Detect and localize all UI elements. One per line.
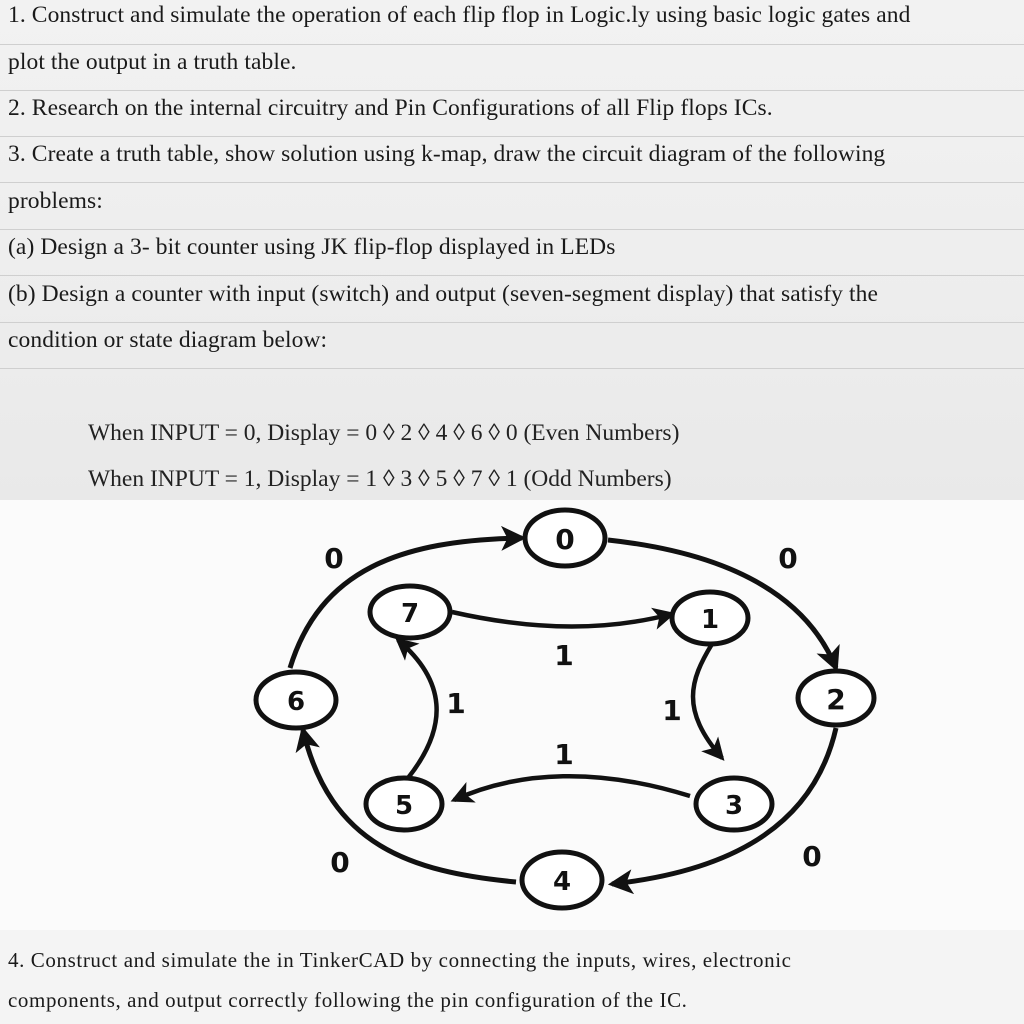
divider: [0, 182, 1024, 183]
question-3a: (a) Design a 3- bit counter using JK flip-flop displayed in LEDs: [8, 234, 616, 260]
state-5-label: 5: [394, 791, 414, 821]
edge-3-to-5: [454, 776, 690, 800]
state-0-label: 0: [555, 523, 575, 556]
question-3b-line-2: condition or state diagram below:: [8, 327, 328, 353]
condition-input-1: When INPUT = 1, Display = 1 ◊ 3 ◊ 5 ◊ 7 ◊ 1 (Odd Numbers): [88, 466, 672, 492]
divider: [0, 90, 1024, 91]
state-6: [256, 672, 336, 728]
state-3: [696, 778, 772, 830]
edge-6-to-0-label: 0: [324, 542, 344, 575]
edge-7-to-1-label: 1: [554, 639, 574, 672]
footer-text: [0, 930, 1024, 1024]
edge-3-to-5-label: 1: [554, 738, 574, 771]
edge-4-to-6-label: 0: [330, 846, 350, 879]
edge-2-to-4-label: 0: [802, 840, 822, 873]
state-1: [672, 592, 748, 644]
assignment-text: [0, 0, 1024, 500]
state-2-label: 2: [826, 683, 846, 716]
divider: [0, 322, 1024, 323]
state-5: [366, 778, 442, 830]
state-1-label: 1: [700, 605, 720, 635]
edge-5-to-7-label: 1: [446, 687, 466, 720]
state-3-label: 3: [724, 791, 744, 821]
state-diagram: [0, 500, 1024, 930]
state-2: [798, 671, 874, 725]
edge-1-to-3-label: 1: [662, 694, 682, 727]
question-1-line-2: plot the output in a truth table.: [8, 49, 297, 75]
edge-0-to-2-label: 0: [778, 542, 798, 575]
edge-7-to-1: [452, 612, 672, 627]
state-4-label: 4: [552, 867, 572, 897]
state-0: [525, 510, 605, 566]
state-7-label: 7: [400, 599, 420, 629]
state-7: [370, 586, 450, 638]
state-4: [522, 852, 602, 908]
question-3b-line-1: (b) Design a counter with input (switch) and output (seven-segment display) that satisfy the: [8, 281, 879, 307]
question-3-line-2: problems:: [8, 188, 103, 214]
edge-5-to-7: [398, 640, 437, 778]
edge-1-to-3: [693, 644, 722, 758]
state-diagram-svg: [0, 500, 1024, 930]
divider: [0, 275, 1024, 276]
state-6-label: 6: [286, 687, 306, 717]
condition-input-0: When INPUT = 0, Display = 0 ◊ 2 ◊ 4 ◊ 6 ◊ 0 (Even Numbers): [88, 420, 680, 446]
question-3-line-1: 3. Create a truth table, show solution using k-map, draw the circuit diagram of the following: [8, 141, 886, 167]
question-4-line-1: 4. Construct and simulate the in TinkerCAD by connecting the inputs, wires, electronic: [8, 948, 792, 972]
question-4-line-2: components, and output correctly following the pin configuration of the IC.: [8, 988, 688, 1012]
divider: [0, 44, 1024, 45]
question-2: 2. Research on the internal circuitry and Pin Configurations of all Flip flops ICs.: [8, 95, 773, 121]
question-1-line-1: 1. Construct and simulate the operation of each flip flop in Logic.ly using basic logic gates and: [8, 2, 911, 28]
divider: [0, 229, 1024, 230]
divider: [0, 136, 1024, 137]
divider: [0, 368, 1024, 369]
